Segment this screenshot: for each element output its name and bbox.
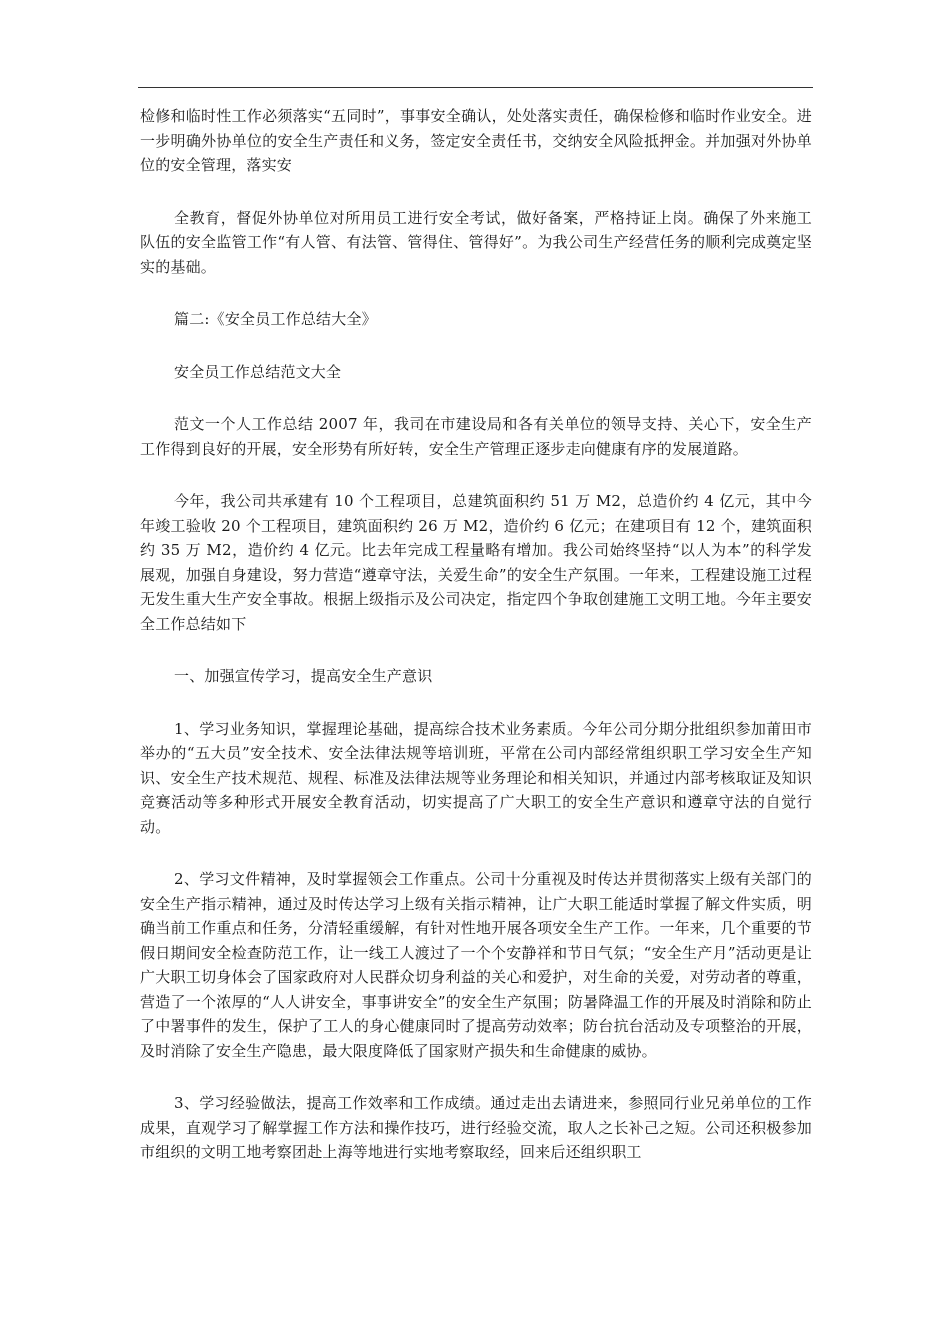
paragraph-item-1: 1、学习业务知识，掌握理论基础，提高综合技术业务素质。今年公司分期分批组织参加莆田市举办的“五大员”安全技术、安全法律法规等培训班，平常在公司内部经常组织职工学习安全生产知识、安全生产技术规范、规程、标准及法律法规等业务理论和相关知识，并通过内部考核取证及知识竞赛活动等多种形式开展安全教育活动，切实提高了广大职工的安全生产意识和遵章守法的自觉行动。 [140,719,812,836]
paragraph-intro: 范文一个人工作总结 2007 年，我司在市建设局和各有关单位的领导支持、关心下，安全生产工作得到良好的开展，安全形势有所好转，安全生产管理正逐步走向健康有序的发展道路。 [140,415,812,458]
paragraph-projects: 今年，我公司共承建有 10 个工程项目，总建筑面积约 51 万 M2，总造价约 4 亿元，其中今年竣工验收 20 个工程项目，建筑面积约 26 万 M2，造价约 6 亿元；在建项目有 12 个，建筑面积约 35 万 M2，造价约 4 亿元。比去年完成工程量略有增加。我公司始终坚持“以人为本”的科学发展观，加强自身建设，努力营造“遵章守法，关爱生命”的安全生产氛围。一年来，工程建设施工过程无发生重大生产安全事故。根据上级指示及公司决定，指定四个争取创建施工文明工地。今年主要安全工作总结如下 [140,492,812,633]
section-title-part-two: 篇二:《安全员工作总结大全》 [174,310,377,328]
header-rule [138,87,813,88]
paragraph-outsourcing: 全教育，督促外协单位对所用员工进行安全考试，做好备案，严格持证上岗。确保了外来施工队伍的安全监管工作“有人管、有法管、管得住、管得好”。为我公司生产经营任务的顺利完成奠定坚实的基础。 [140,208,812,276]
document-subtitle: 安全员工作总结范文大全 [174,362,342,381]
paragraph-item-3: 3、学习经验做法，提高工作效率和工作成绩。通过走出去请进来，参照同行业兄弟单位的工作成果，直观学习了解掌握工作方法和操作技巧，进行经验交流，取人之长补己之短。公司还积极参加市组织的文明工地考察团赴上海等地进行实地考察取经，回来后还组织职工 [140,1094,812,1161]
document-body [140,104,812,1193]
paragraph-continuation: 检修和临时性工作必须落实“五同时”，事事安全确认，处处落实责任，确保检修和临时作业安全。进一步明确外协单位的安全生产责任和义务，签定安全责任书，交纳安全风险抵押金。并加强对外协单位的安全管理，落实安 [140,107,812,174]
section-heading-one: 一、加强宣传学习，提高安全生产意识 [174,667,433,685]
paragraph-item-2: 2、学习文件精神，及时掌握领会工作重点。公司十分重视及时传达并贯彻落实上级有关部门的安全生产指示精神，通过及时传达学习上级有关指示精神，让广大职工能适时掌握了解文件实质，明确当前工作重点和任务，分清轻重缓解，有针对性地开展各项安全生产工作。一年来，几个重要的节假日期间安全检查防范工作，让一线工人渡过了一个个安静祥和节日气氛；“安全生产月”活动更是让广大职工切身体会了国家政府对人民群众切身利益的关心和爱护，对生命的关爱，对劳动者的尊重，营造了一个浓厚的“人人讲安全，事事讲安全”的安全生产氛围；防暑降温工作的开展及时消除和防止了中署事件的发生，保护了工人的身心健康同时了提高劳动效率；防台抗台活动及专项整治的开展，及时消除了安全生产隐患，最大限度降低了国家财产损失和生命健康的威协。 [140,870,812,1060]
